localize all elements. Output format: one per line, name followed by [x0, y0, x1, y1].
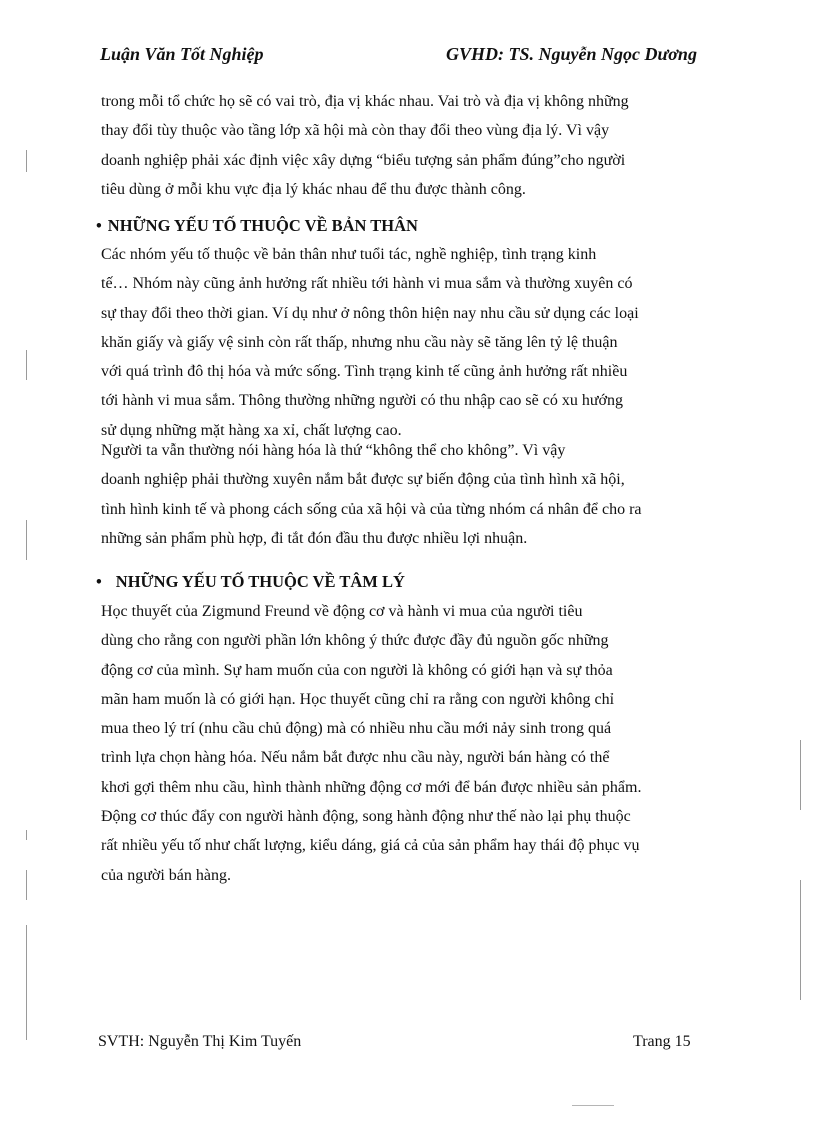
text-line: Các nhóm yếu tố thuộc về bản thân như tuổi tác, nghề nghiệp, tình trạng kinh — [101, 246, 597, 263]
text-line: Động cơ thúc đẩy con người hành động, song hành động như thế nào lại phụ thuộc — [101, 808, 631, 826]
text-line: doanh nghiệp phải thường xuyên nắm bắt được sự biến động của tình hình xã hội, — [101, 471, 625, 489]
text-line: sự thay đổi theo thời gian. Ví dụ như ở nông thôn hiện nay nhu cầu sử dụng các loại — [101, 304, 639, 322]
scan-margin-mark — [800, 880, 801, 1000]
text-line: tiêu dùng ở mỗi khu vực địa lý khác nhau để thu được thành công. — [101, 180, 526, 198]
paragraph-intro — [101, 87, 709, 204]
text-line: Người ta vẫn thường nói hàng hóa là thứ “không thể cho không”. Vì vậy — [101, 442, 566, 459]
scan-margin-mark — [572, 1105, 614, 1106]
header-thesis-title: Luận Văn Tốt Nghiệp — [100, 44, 264, 64]
text-line: trình lựa chọn hàng hóa. Nếu nắm bắt được nhu cầu này, người bán hàng có thể — [101, 749, 610, 767]
section-heading-text: NHỮNG YẾU TỐ THUỘC VỀ TÂM LÝ — [115, 572, 405, 591]
scan-margin-mark — [26, 925, 27, 1040]
text-line: sử dụng những mặt hàng xa xỉ, chất lượng cao. — [101, 421, 402, 439]
text-line: tình hình kinh tế và phong cách sống của xã hội và của từng nhóm cá nhân để cho ra — [101, 500, 642, 518]
footer-student-name: SVTH: Nguyễn Thị Kim Tuyến — [98, 1033, 302, 1050]
text-line: trong mỗi tổ chức họ sẽ có vai trò, địa vị khác nhau. Vai trò và địa vị không những — [101, 93, 629, 110]
paragraph-business-implications — [101, 436, 709, 553]
text-line: doanh nghiệp phải xác định việc xây dựng “biểu tượng sản phẩm đúng”cho người — [101, 151, 626, 169]
text-line: khăn giấy và giấy vệ sinh còn rất thấp, nhưng nhu cầu này sẽ tăng lên tỷ lệ thuận — [101, 333, 618, 351]
bullet-marker: • — [96, 572, 102, 591]
scan-margin-mark — [26, 830, 27, 840]
section-heading-personal-factors — [96, 216, 418, 236]
text-line: tế… Nhóm này cũng ảnh hưởng rất nhiều tới hành vi mua sắm và thường xuyên có — [101, 275, 633, 293]
text-line: tới hành vi mua sắm. Thông thường những người có thu nhập cao sẽ có xu hướng — [101, 392, 623, 410]
text-line: Học thuyết của Zigmund Freund về động cơ và hành vi mua của người tiêu — [101, 603, 583, 620]
text-line: mãn ham muốn là có giới hạn. Học thuyết cũng chỉ ra rằng con người không chỉ — [101, 690, 615, 708]
text-line: mua theo lý trí (nhu cầu chủ động) mà có nhiều nhu cầu mới nảy sinh trong quá — [101, 720, 612, 738]
scan-margin-mark — [26, 870, 27, 900]
text-line: động cơ của mình. Sự ham muốn của con người là không có giới hạn và sự thỏa — [101, 661, 613, 679]
text-line: khơi gợi thêm nhu cầu, hình thành những động cơ mới để bán được nhiều sản phẩm. — [101, 778, 642, 796]
scan-margin-mark — [26, 350, 27, 380]
text-line: thay đổi tùy thuộc vào tầng lớp xã hội mà còn thay đổi theo vùng địa lý. Vì vậy — [101, 122, 610, 140]
bullet-marker: • — [96, 216, 102, 235]
text-line: dùng cho rằng con người phần lớn không ý thức được đầy đủ nguồn gốc những — [101, 632, 609, 650]
footer-page-number: Trang 15 — [633, 1033, 691, 1050]
text-line: những sản phẩm phù hợp, đi tắt đón đầu thu được nhiều lợi nhuận. — [101, 529, 528, 547]
scan-margin-mark — [26, 520, 27, 560]
scan-margin-mark — [26, 150, 27, 172]
paragraph-personal-factors — [101, 240, 709, 445]
section-heading-text: NHỮNG YẾU TỐ THUỘC VỀ BẢN THÂN — [107, 216, 418, 235]
paragraph-psychological-factors — [101, 597, 709, 890]
text-line: rất nhiều yếu tố như chất lượng, kiểu dáng, giá cả của sản phẩm hay thái độ phục vụ — [101, 837, 640, 855]
text-line: với quá trình đô thị hóa và mức sống. Tình trạng kinh tế cũng ảnh hưởng rất nhiều — [101, 363, 628, 381]
scan-margin-mark — [800, 740, 801, 810]
section-heading-psychological-factors — [96, 572, 405, 592]
text-line: của người bán hàng. — [101, 866, 231, 884]
header-supervisor: GVHD: TS. Nguyễn Ngọc Dương — [446, 44, 697, 64]
